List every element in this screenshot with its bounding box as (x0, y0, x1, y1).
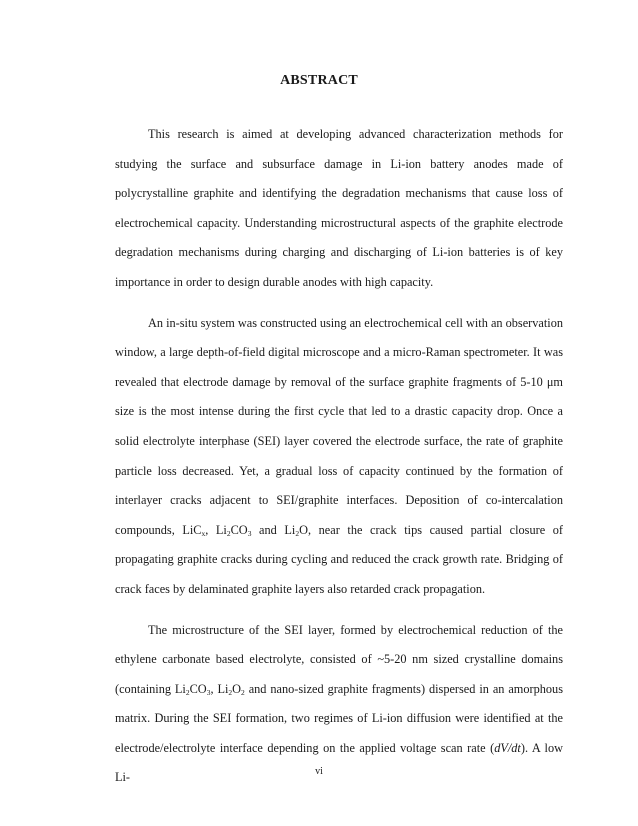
paragraph-3-italic-term: dV/dt (494, 740, 521, 755)
paragraph-3-text-a: The microstructure of the SEI layer, formed by electrochemical reduction of the ethylene carbonate based electrolyte, consisted of ~5-20 nm sized crystalline domains (containing Li (115, 622, 563, 696)
paragraph-3-text-c: , Li (210, 681, 229, 696)
subscript: 2 (185, 687, 190, 697)
paragraph-2 (115, 309, 563, 605)
paragraph-2-text-c: CO (230, 522, 248, 537)
subscript: 3 (206, 687, 211, 697)
paragraph-1 (115, 120, 563, 298)
subscript: x (201, 528, 206, 538)
page-title: ABSTRACT (280, 73, 358, 88)
paragraph-2-text-a: An in-situ system was constructed using an electrochemical cell with an observation window, a large depth-of-field digital microscope and a micro-Raman spectrometer. It was revealed that electrode damage by removal of the surface graphite fragments of 5-10 μm size is the most intense during the first cycle that led to a drastic capacity drop. Once a solid electrolyte interphase (SEI) layer covered the electrode surface, the rate of graphite particle loss decreased. Yet, a gradual loss of capacity continued by the formation of interlayer cracks adjacent to SEI/graphite interfaces. Deposition of co-intercalation compounds, LiC (115, 315, 563, 537)
subscript: 2 (228, 687, 233, 697)
paragraph-1-text: This research is aimed at developing advanced characterization methods for studying the surface and subsurface damage in Li-ion battery anodes made of polycrystalline graphite and identifying the degradation mechanisms that cause loss of electrochemical capacity. Understanding microstructural aspects of the graphite electrode degradation mechanisms during charging and discharging of Li-ion batteries is of key importance in order to design durable anodes with high capacity. (115, 127, 563, 289)
paragraph-3-text-d: O (232, 681, 242, 696)
subscript: 2 (295, 528, 300, 538)
paragraph-3-text-b: CO (189, 681, 207, 696)
paragraph-2-text-e: O, near the crack tips caused partial closure of propagating graphite cracks during cycling and reduced the crack growth rate. Bridging of crack faces by delaminated graphite layers also retarded crack propagation. (115, 522, 564, 596)
subscript: 2 (226, 528, 231, 538)
paragraph-2-text-d: and Li (251, 522, 296, 537)
page-number: vi (315, 766, 323, 777)
paragraph-3-text-e: and nano-sized graphite fragments) dispersed in an amorphous matrix. During the SEI formation, two regimes of Li-ion diffusion were identified at the electrode/electrolyte interface depending on the applied voltage scan rate ( (115, 681, 563, 755)
abstract-body (115, 120, 563, 804)
paragraph-3-text-g: ). A low Li- (115, 740, 563, 785)
subscript: 3 (247, 528, 252, 538)
subscript: 2 (241, 687, 245, 697)
paragraph-2-text-b: , Li (205, 522, 227, 537)
